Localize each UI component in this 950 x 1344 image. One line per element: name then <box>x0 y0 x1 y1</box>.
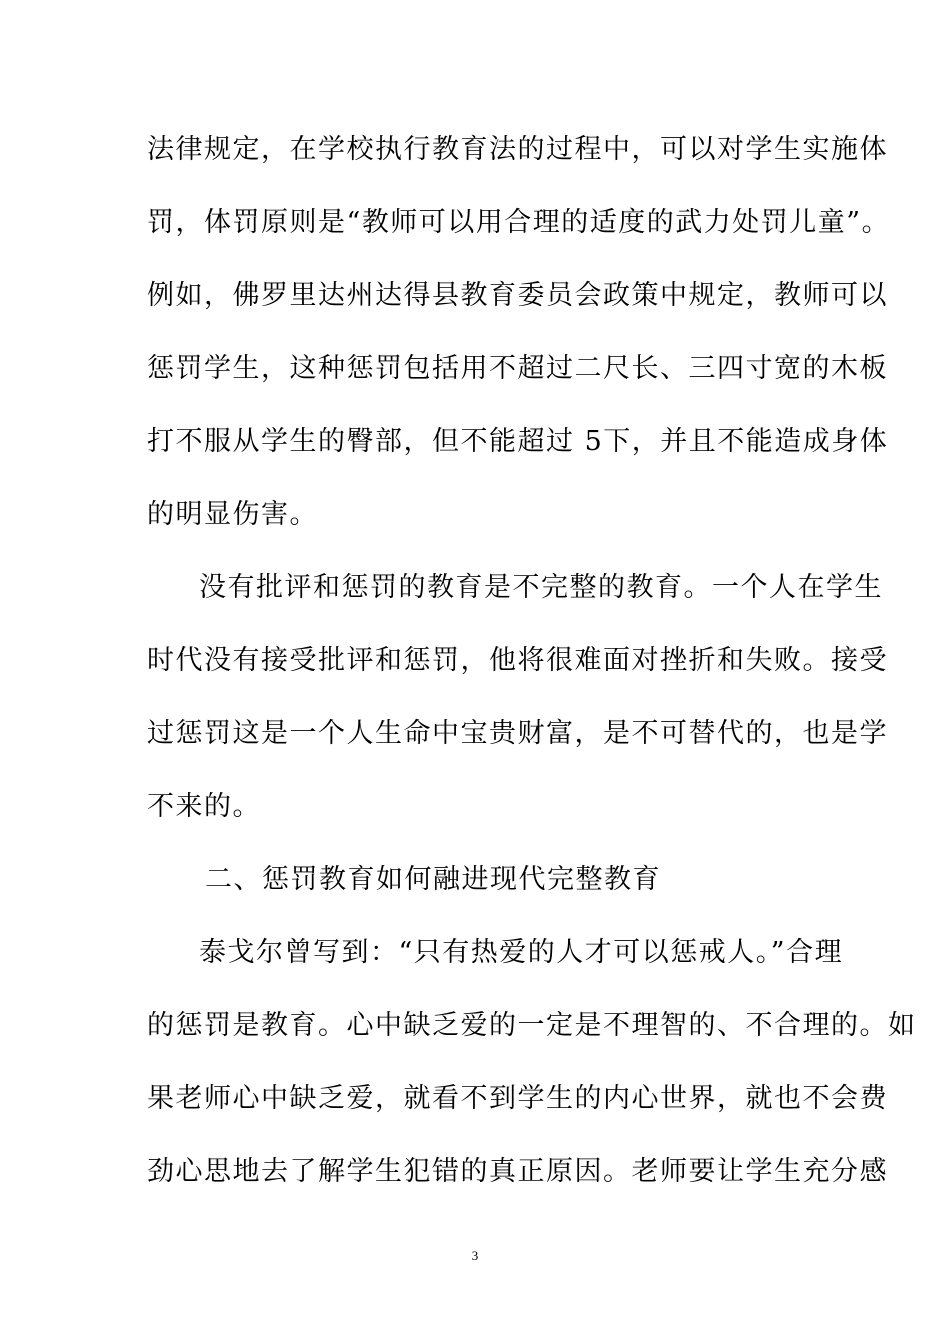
text-line: 过惩罚这是一个人生命中宝贵财富，是不可替代的，也是学 <box>147 718 888 749</box>
text-line: 不来的。 <box>147 791 261 822</box>
text-line-paragraph-start: 泰戈尔曾写到：“只有热爱的人才可以惩戒人。”合理 <box>199 937 844 968</box>
text-line: 例如，佛罗里达州达得县教育委员会政策中规定，教师可以 <box>147 280 888 311</box>
text-line: 果老师心中缺乏爱，就看不到学生的内心世界，就也不会费 <box>147 1083 888 1114</box>
text-line: 惩罚学生，这种惩罚包括用不超过二尺长、三四寸宽的木板 <box>147 353 888 384</box>
text-line: 罚，体罚原则是“教师可以用合理的适度的武力处罚儿童”。 <box>147 207 891 238</box>
text-line: 的惩罚是教育。心中缺乏爱的一定是不理智的、不合理的。如 <box>147 1010 917 1041</box>
text-line: 劲心思地去了解学生犯错的真正原因。老师要让学生充分感 <box>147 1156 888 1187</box>
text-line-paragraph-start: 没有批评和惩罚的教育是不完整的教育。一个人在学生 <box>199 572 883 603</box>
section-heading: 二、惩罚教育如何融进现代完整教育 <box>205 864 661 895</box>
text-line: 的明显伤害。 <box>147 499 318 530</box>
text-line: 时代没有接受批评和惩罚，他将很难面对挫折和失败。接受 <box>147 645 888 676</box>
text-line: 法律规定，在学校执行教育法的过程中，可以对学生实施体 <box>147 134 888 165</box>
page-number: 3 <box>471 1248 479 1263</box>
text-line: 打不服从学生的臀部，但不能超过 5下，并且不能造成身体 <box>147 426 889 457</box>
body-text <box>147 125 917 1220</box>
